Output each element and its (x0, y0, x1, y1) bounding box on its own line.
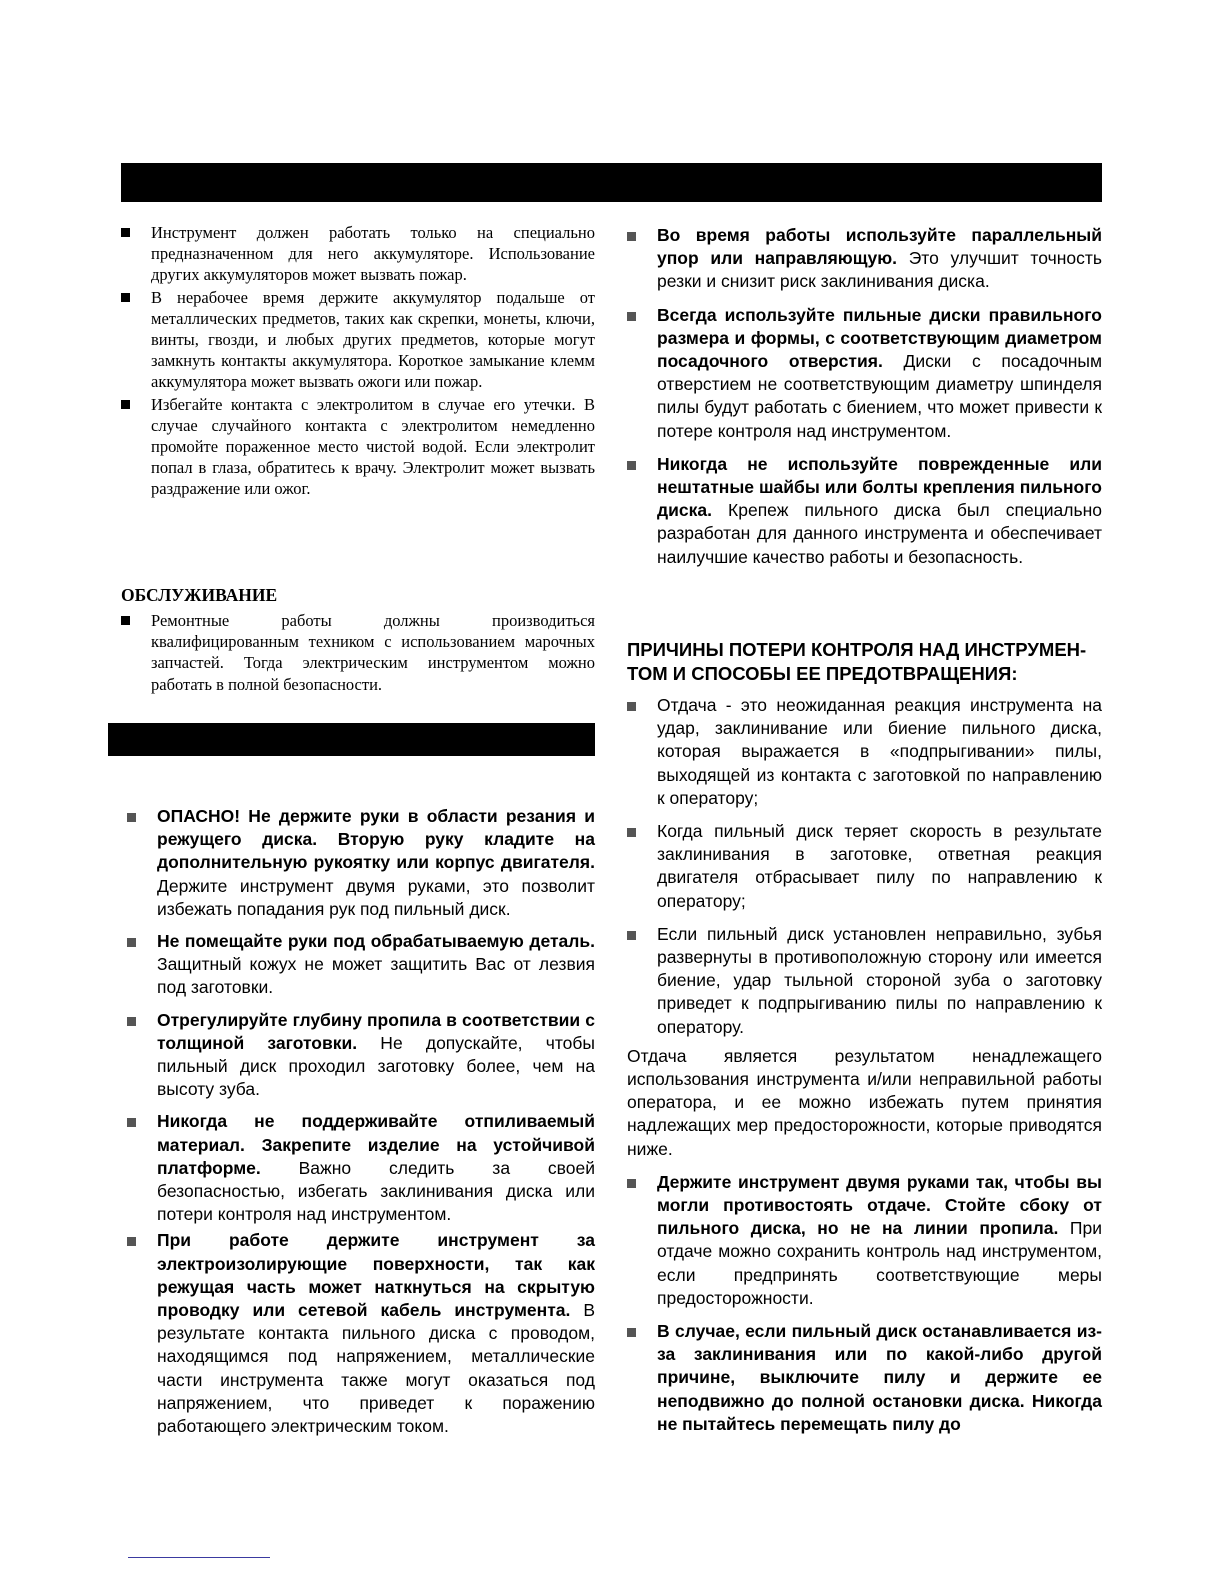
item-text: Отдача - это неожиданная реакция инструмента на удар, заклинивание или биение пильного диска, которая выражается в «подпрыгивании» пилы, выходящей из контакта с заготовкой по направлению к оператору; (657, 695, 1102, 808)
list-item (627, 1320, 1102, 1436)
service-list (121, 610, 595, 695)
bullet-square-icon (121, 616, 130, 625)
list-item (121, 222, 595, 286)
battery-item-text: Избегайте контакта с электролитом в случае его утечки. В случае случайного контакта с электролитом немедленно промойте пораженное место чистой водой. Если электролит попал в глаза, обратитесь к врачу. Электролит может вызвать раздражение или ожог. (151, 394, 595, 499)
section-bar-left (108, 723, 595, 756)
list-item (121, 610, 595, 695)
item-bold-text: ОПАСНО! Не держите руки в области резания и режущего диска. Вторую руку кладите на дополнительную рукоятку или корпус двигателя. (157, 806, 595, 873)
item-bold-text: При работе держите инструмент за электроизолирующие поверхности, так как режущая часть может наткнуться на скрытую проводку или сетевой кабель инструмента. (157, 1230, 595, 1321)
bullet-square-icon (127, 938, 136, 947)
item-text: При отдаче можно сохранить контроль над инструментом, если предпринять соответствующие меры предосторожности. (657, 1218, 1102, 1308)
bullet-square-icon (127, 1237, 136, 1246)
kickback-causes-list (627, 694, 1102, 1436)
bullet-square-icon (627, 1328, 636, 1337)
item-text: Важно следить за своей безопасностью, избегать заклинивания диска или потери контроля над инструментом. (157, 1157, 595, 1225)
list-item (627, 304, 1102, 443)
list-item (627, 694, 1102, 810)
list-item (627, 453, 1102, 569)
bullet-square-icon (627, 461, 636, 470)
list-item (121, 394, 595, 500)
item-text: В результате контакта пильного диска с проводом, находящимся под напряжением, металлические части инструмента также могут оказаться под напряжением, что приведет к поражению работающего электрическим током. (157, 1300, 595, 1437)
item-bold-text: Никогда не используйте поврежденные или нештатные шайбы или болты крепления пильного диска. (657, 453, 1102, 521)
bullet-square-icon (127, 1017, 136, 1026)
bullet-square-icon (627, 312, 636, 321)
item-text: Когда пильный диск теряет скорость в результате заклинивания в заготовке, ответная реакция двигателя отбрасывает пилу по направлению к оператору; (657, 821, 1102, 911)
kickback-paragraph: Отдача является результатом ненадлежащего использования инструмента и/или неправильной работы оператора, и ее можно избежать путем принятия надлежащих мер предосторожности, которые приводятся ниже. (627, 1045, 1102, 1159)
battery-item-text: В нерабочее время держите аккумулятор подальше от металлических предметов, таких как скрепки, монеты, ключи, винты, гвозди, и любых других предметов, которые могут замкнуть контакты аккумулятора. Короткое замыкание клемм аккумулятора может вызвать ожоги или пожар. (151, 287, 595, 392)
battery-item-text: Инструмент должен работать только на специально предназначенном для него аккумуляторе. Использование других аккумуляторов может вызвать пожар. (151, 223, 595, 285)
bullet-square-icon (121, 293, 130, 302)
list-item (627, 820, 1102, 913)
item-bold-text: Всегда используйте пильные диски правильного размера и формы, с соответствующим диаметром посадочного отверстия. (657, 304, 1102, 372)
header-bar (121, 163, 1102, 202)
item-bold-text: В случае, если пильный диск останавливается из-за заклинивания или по какой-либо другой причине, выключите пилу и держите ее неподвижно до полной остановки диска. Никогда не пытайтесь перемещать пилу до (657, 1321, 1102, 1434)
service-heading: ОБСЛУЖИВАНИЕ (121, 585, 278, 605)
list-item (627, 1171, 1102, 1310)
item-text: Это улучшит точность резки и снизит риск заклинивания диска. (657, 248, 1102, 292)
bullet-square-icon (127, 813, 136, 822)
list-item (127, 1229, 595, 1438)
item-text: Не допускайте, чтобы пильный диск проходил заготовку более, чем на высоту зуба. (157, 1032, 595, 1100)
item-text: Крепеж пильного диска был специально разработан для данного инструмента и обеспечивает наилучшие качество работы и безопасность. (657, 500, 1102, 567)
item-bold-text: Никогда не поддерживайте отпиливаемый материал. Закрепите изделие на устойчивой платформе. (157, 1111, 595, 1178)
service-item-text: Ремонтные работы должны производиться квалифицированным техником с использованием марочных запчастей. Тогда электрическим инструментом можно работать в полной безопасности. (151, 611, 595, 694)
item-bold-text: Отрегулируйте глубину пропила в соответствии с толщиной заготовки. (157, 1009, 595, 1053)
kickback-heading: ПРИЧИНЫ ПОТЕРИ КОНТРОЛЯ НАД ИНСТРУМЕН-ТОМ И СПОСОБЫ ЕЕ ПРЕДОТВРАЩЕНИЯ: (627, 639, 1087, 684)
bullet-square-icon (627, 232, 636, 241)
item-text: Диски с посадочным отверстием не соответствующим диаметру шпинделя пилы будут работать с биением, что может привести к потере контроля над инструментом. (657, 351, 1102, 441)
bullet-square-icon (627, 702, 636, 711)
saw-safety-list (127, 805, 595, 1438)
item-text: Держите инструмент двумя руками, это позволит избежать попадания рук под пильный диск. (157, 875, 595, 919)
bullet-square-icon (121, 228, 130, 237)
list-item (127, 930, 595, 1000)
list-item (127, 1009, 595, 1102)
bullet-square-icon (627, 931, 636, 940)
list-item (127, 1110, 595, 1226)
bullet-square-icon (627, 1179, 636, 1188)
item-bold-text: Во время работы используйте параллельный упор или направляющую. (657, 225, 1102, 269)
list-item (127, 805, 595, 921)
list-item (627, 224, 1102, 294)
footer-rule (128, 1557, 270, 1558)
battery-safety-list (121, 222, 595, 500)
bullet-square-icon (627, 828, 636, 837)
item-bold-text: Не помещайте руки под обрабатываемую деталь. (157, 931, 595, 952)
bullet-square-icon (121, 400, 130, 409)
bullet-square-icon (127, 1118, 136, 1127)
item-text: Если пильный диск установлен неправильно, зубья развернуты в противоположную сторону или имеется биение, удар тыльной стороной зуба о заготовку приведет к подпрыгиванию пилы по направлению к оператору. (657, 923, 1102, 1037)
saw-blade-list (627, 224, 1102, 569)
list-item (121, 287, 595, 393)
item-bold-text: Держите инструмент двумя руками так, чтобы вы могли противостоять отдаче. Стойте сбоку от пильного диска, но не на линии пропила. (657, 1171, 1102, 1239)
item-text: Защитный кожух не может защитить Вас от лезвия под заготовки. (157, 954, 595, 998)
list-item (627, 923, 1102, 1039)
